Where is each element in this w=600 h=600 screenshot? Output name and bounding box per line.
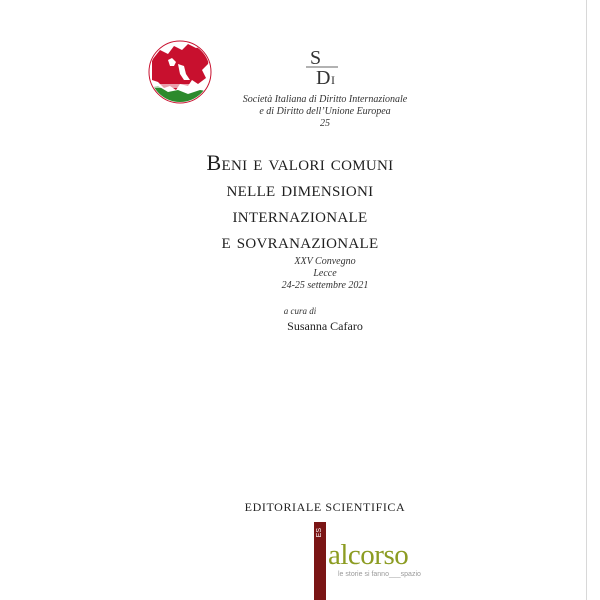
curator-name: Susanna Cafaro [287, 319, 363, 333]
title-line-2: nelle dimensioni [226, 176, 374, 201]
publisher-name: EDITORIALE SCIENTIFICA [244, 500, 406, 514]
conference-name: XXV Convegno [294, 256, 356, 267]
title-line-4: e sovranazionale [221, 228, 379, 253]
title-line-1: Beni e valori comuni [206, 150, 394, 175]
conference-dates: 24-25 settembre 2021 [281, 280, 369, 291]
curator-label: a cura di [283, 306, 317, 316]
svg-text:I: I [331, 73, 335, 87]
watermark-tagline: le storie si fanno___spazio [338, 571, 421, 578]
title-line-3: internazionale [232, 202, 368, 227]
society-name [210, 94, 440, 130]
series-number: 25 [320, 118, 330, 129]
sidi-monogram-icon [296, 44, 352, 90]
society-line-1: Società Italiana di Diritto Internazionale [242, 94, 408, 105]
spine-label: ES [316, 528, 323, 538]
sidi-europe-map-logo [148, 40, 212, 104]
book-title [150, 150, 450, 254]
society-line-2: e di Diritto dell’Unione Europea [259, 106, 391, 117]
alcorso-watermark [328, 540, 448, 590]
cover-edge [586, 0, 587, 600]
watermark-title: alcorso [328, 539, 409, 571]
conference-info [225, 256, 425, 292]
svg-text:D: D [316, 67, 331, 89]
svg-text:S: S [310, 47, 322, 69]
conference-city: Lecce [313, 268, 337, 279]
